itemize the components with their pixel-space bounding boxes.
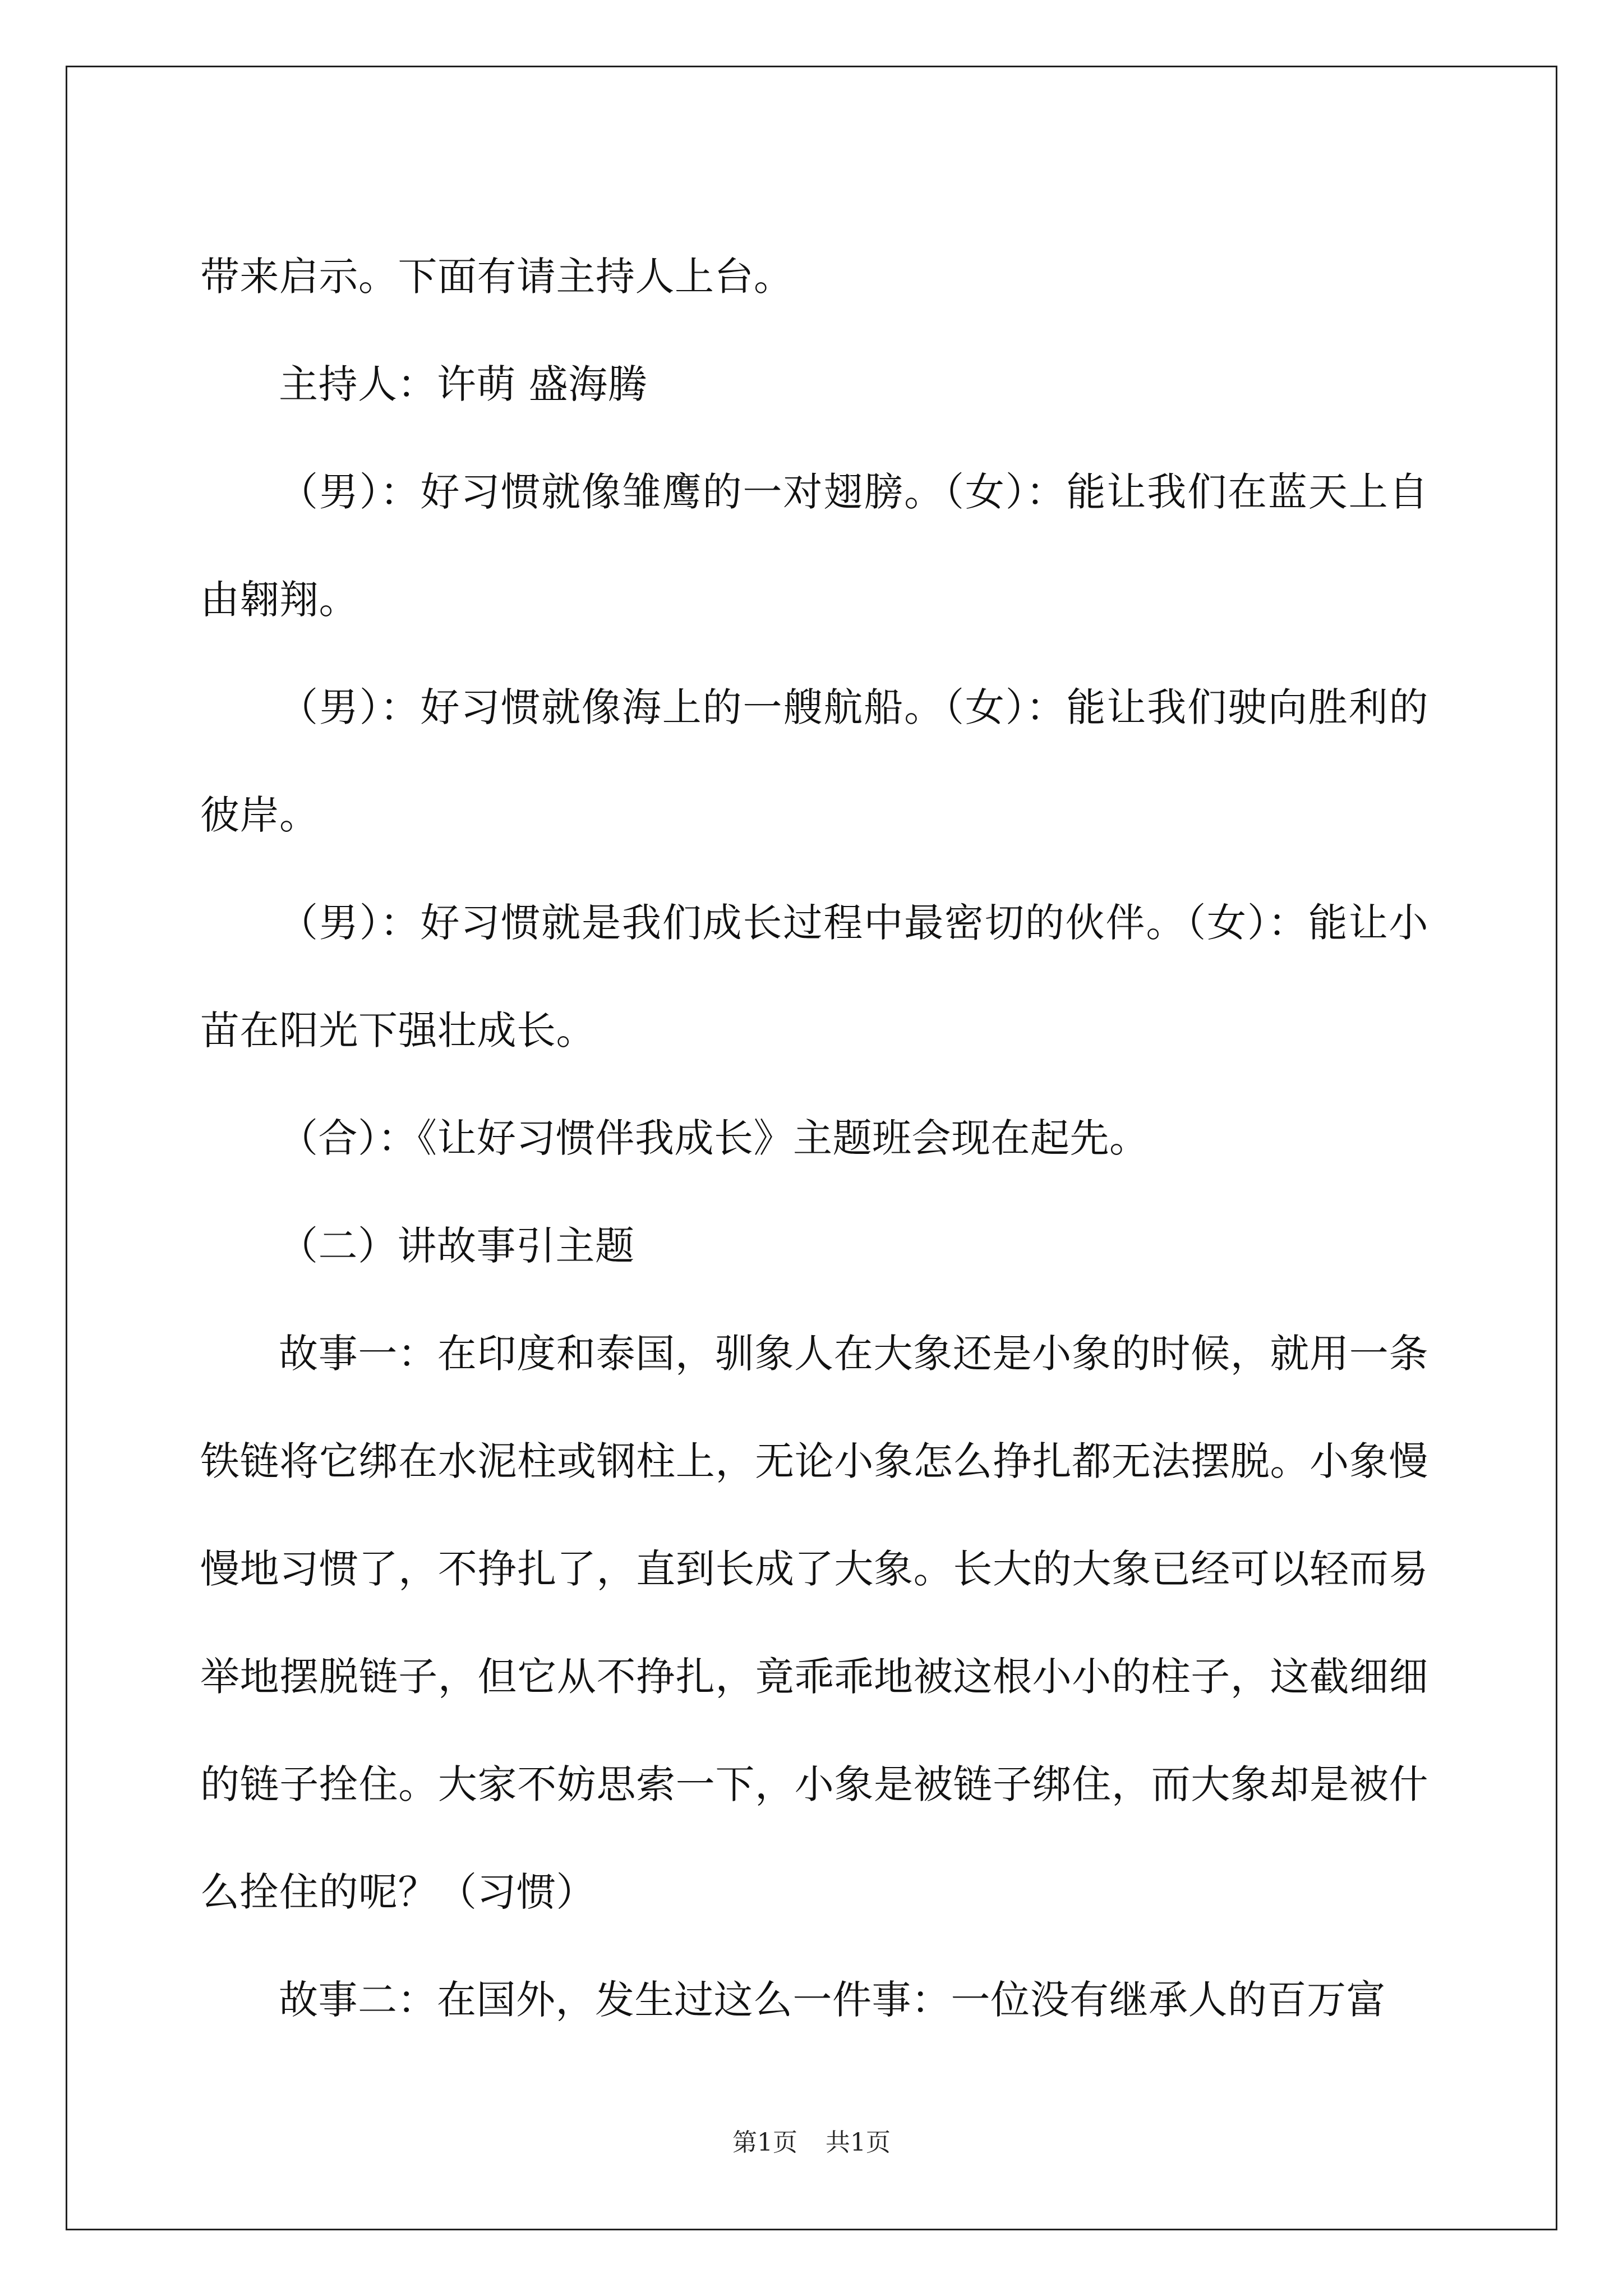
page-footer <box>0 2126 1623 2160</box>
document-body <box>200 223 1428 2054</box>
paragraph-story-one: 故事一：在印度和泰国，驯象人在大象还是小象的时候，就用一条铁链将它绑在水泥柱或钢柱上，无论小象怎么挣扎都无法摆脱。小象慢慢地习惯了，不挣扎了，直到长成了大象。长大的大象已经可以轻而易举地摆脱链子，但它从不挣扎，竟乖乖地被这根小小的柱子，这截细细的链子拴住。大家不妨思索一下，小象是被链子绑住，而大象却是被什么拴住的呢？（习惯） <box>200 1331 1428 1915</box>
paragraph-story-two: 故事二：在国外，发生过这么一件事：一位没有继承人的百万富 <box>279 1977 1386 2023</box>
page-number: 第1页 <box>732 2128 797 2157</box>
paragraph-1: 带来启示。下面有请主持人上台。 <box>200 254 794 300</box>
paragraph-3: （男）：好习惯就像雏鹰的一对翅膀。（女）：能让我们在蓝天上自由翱翔。 <box>200 469 1428 623</box>
paragraph-6: （合）：《让好习惯伴我成长》主题班会现在起先。 <box>279 1115 1149 1161</box>
paragraph-5: （男）：好习惯就是我们成长过程中最密切的伙伴。（女）：能让小苗在阳光下强壮成长。 <box>200 900 1428 1053</box>
paragraph-2: 主持人：许萌 盛海腾 <box>279 361 648 407</box>
page-total: 共1页 <box>826 2128 891 2157</box>
section-heading: （二）讲故事引主题 <box>279 1223 635 1269</box>
paragraph-4: （男）：好习惯就像海上的一艘航船。（女）：能让我们驶向胜利的彼岸。 <box>200 684 1428 838</box>
